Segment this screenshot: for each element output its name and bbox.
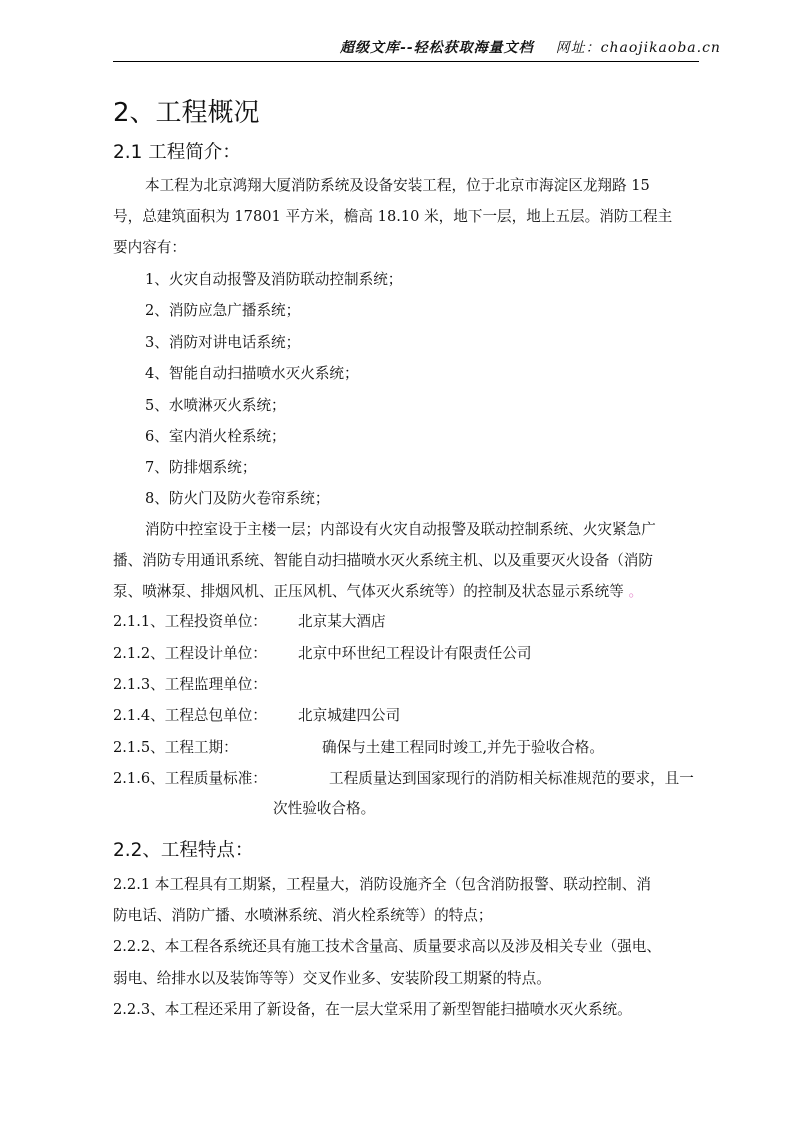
field-value-cont: 次性验收合格。 bbox=[273, 800, 376, 817]
field-label: 2.1.4、工程总包单位： bbox=[113, 707, 267, 724]
intro-line: 本工程为北京鸿翔大厦消防系统及设备安装工程，位于北京市海淀区龙翔路 15 bbox=[145, 177, 650, 194]
feature-line: 2.2.3、本工程还采用了新设备，在一层大堂采用了新型智能扫描喷水灭火系统。 bbox=[113, 1001, 632, 1018]
field-label: 2.1.1、工程投资单位： bbox=[113, 613, 267, 630]
field-label: 2.1.2、工程设计单位： bbox=[113, 645, 267, 662]
header-url: 网址：chaojikaoba.cn bbox=[555, 40, 721, 56]
feature-line: 2.2.1 本工程具有工期紧，工程量大，消防设施齐全（包含消防报警、联动控制、消 bbox=[113, 876, 651, 893]
field-label: 2.1.3、工程监理单位： bbox=[113, 676, 267, 693]
control-line bbox=[113, 582, 643, 602]
field-label: 2.1.5、工程工期： bbox=[113, 739, 238, 756]
control-line: 消防中控室设于主楼一层；内部设有火灾自动报警及联动控制系统、火灾紧急广 bbox=[145, 521, 656, 538]
feature-line: 弱电、给排水以及装饰等等）交叉作业多、安装阶段工期紧的特点。 bbox=[113, 970, 551, 987]
list-item: 3、消防对讲电话系统； bbox=[145, 334, 301, 351]
field-label: 2.1.6、工程质量标准： bbox=[113, 770, 267, 787]
field-value: 北京城建四公司 bbox=[298, 707, 401, 724]
control-line: 播、消防专用通讯系统、智能自动扫描喷水灭火系统主机、以及重要灭火设备（消防 bbox=[113, 552, 653, 569]
list-item: 8、防火门及防火卷帘系统； bbox=[145, 490, 330, 507]
intro-line: 号，总建筑面积为 17801 平方米，檐高 18.10 米，地下一层，地上五层。消防工程主 bbox=[113, 208, 673, 225]
control-text: 泵、喷淋泵、排烟风机、正压风机、气体灭火系统等）的控制及状态显示系统等 bbox=[113, 583, 624, 600]
heading-2-2: 2.2、工程特点： bbox=[113, 840, 254, 861]
feature-line: 2.2.2、本工程各系统还具有施工技术含量高、质量要求高以及涉及相关专业（强电、 bbox=[113, 938, 661, 955]
list-item: 2、消防应急广播系统； bbox=[145, 302, 301, 319]
field-value: 北京某大酒店 bbox=[298, 613, 386, 630]
list-item: 5、水喷淋灭火系统； bbox=[145, 397, 286, 414]
feature-line: 防电话、消防广播、水喷淋系统、消火栓系统等）的特点； bbox=[113, 907, 493, 924]
header-site: 超级文库--轻松获取海量文档 bbox=[340, 40, 534, 56]
field-value: 确保与土建工程同时竣工,并先于验收合格。 bbox=[322, 739, 604, 756]
list-item: 4、智能自动扫描喷水灭火系统； bbox=[145, 365, 359, 382]
field-value: 北京中环世纪工程设计有限责任公司 bbox=[298, 645, 532, 662]
heading-2-1: 2.1 工程简介： bbox=[113, 142, 241, 163]
list-item: 7、防排烟系统； bbox=[145, 459, 257, 476]
intro-line: 要内容有： bbox=[113, 239, 186, 256]
control-end-mark: 。 bbox=[628, 583, 644, 600]
page-header bbox=[340, 37, 721, 57]
section-title: 2、工程概况 bbox=[113, 98, 260, 128]
list-item: 1、火灾自动报警及消防联动控制系统； bbox=[145, 271, 403, 288]
field-value: 工程质量达到国家现行的消防相关标准规范的要求，且一 bbox=[329, 770, 694, 787]
list-item: 6、室内消火栓系统； bbox=[145, 428, 286, 445]
header-rule bbox=[113, 61, 699, 62]
